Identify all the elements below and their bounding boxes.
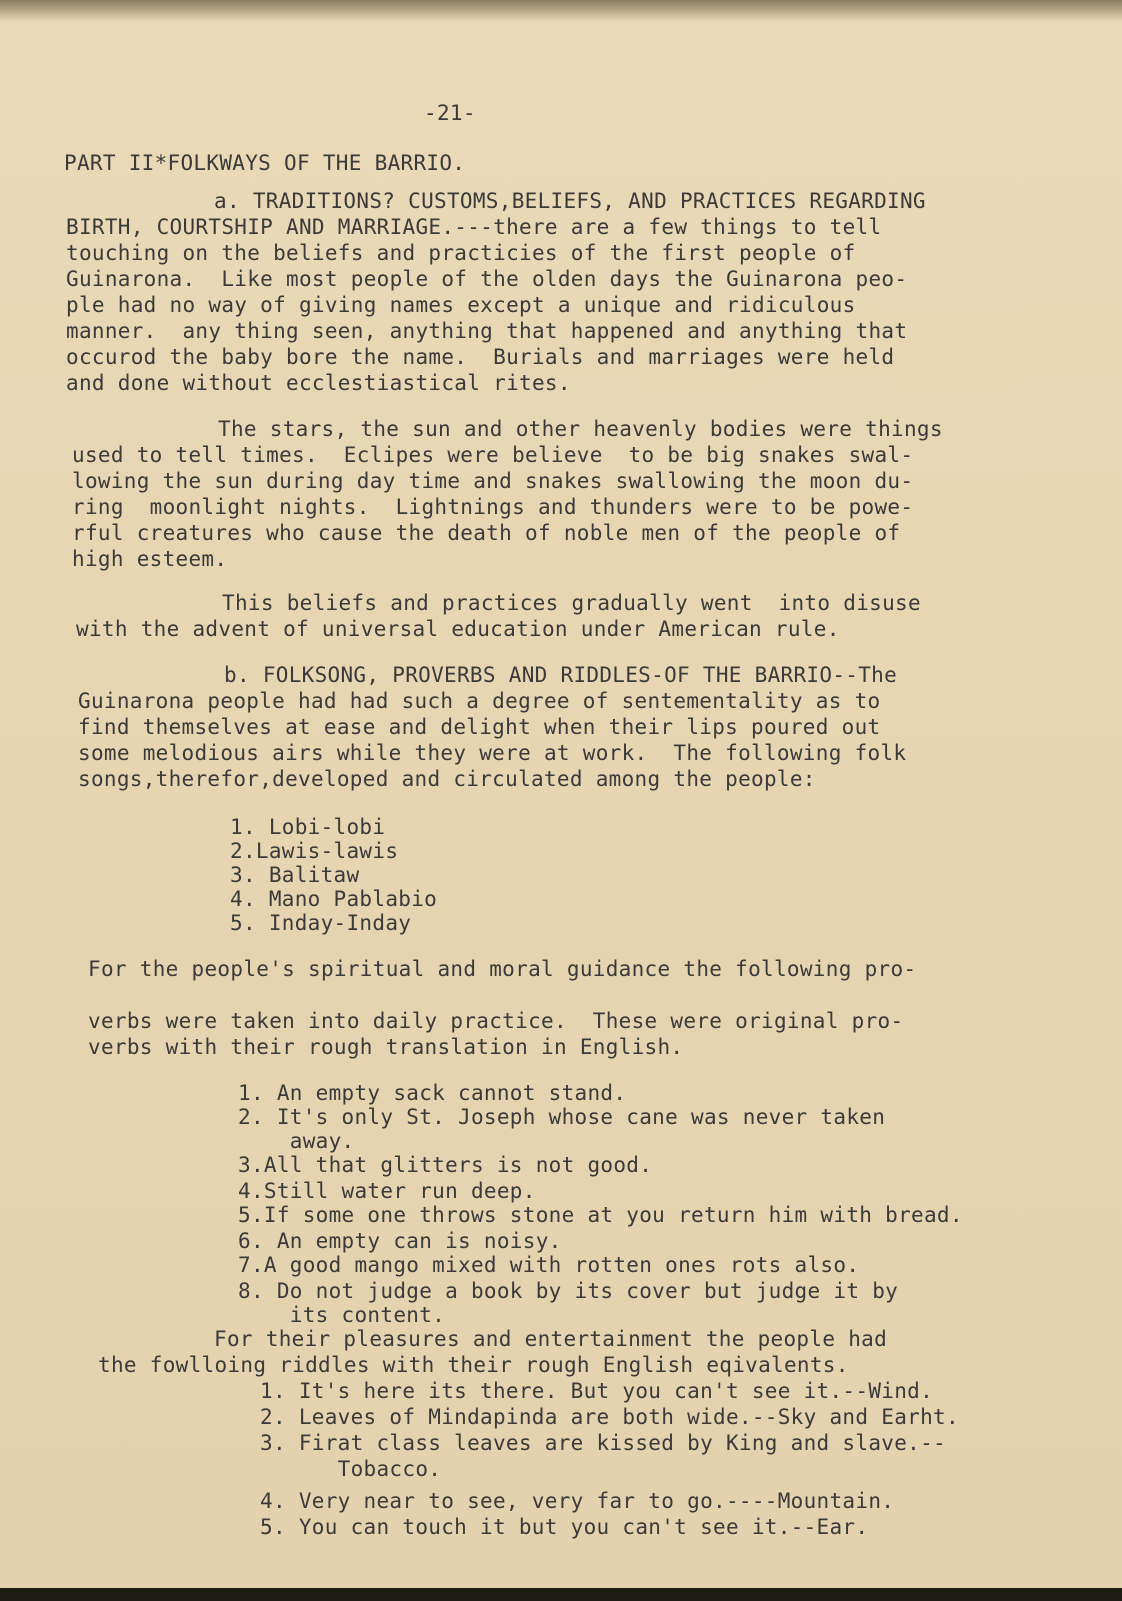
stars-paragraph-line: used to tell times. Eclipes were believe to be big snakes swal- <box>72 443 914 467</box>
section-b-line: find themselves at ease and delight when their lips poured out <box>78 715 881 739</box>
section-a-line: a. TRADITIONS? CUSTOMS,BELIEFS, AND PRACTICES REGARDING <box>214 189 926 213</box>
proverb-item: 4.Still water run deep. <box>238 1179 536 1203</box>
proverb-item: 7.A good mango mixed with rotten ones rots also. <box>238 1253 860 1277</box>
folksong-item: 4. Mano Pablabio <box>230 887 438 911</box>
riddle-item: 2. Leaves of Mindapinda are both wide.--Sky and Earht. <box>260 1405 959 1429</box>
folksong-item: 5. Inday-Inday <box>230 911 412 935</box>
proverb-item: 1. An empty sack cannot stand. <box>238 1081 627 1105</box>
section-b-line: songs,therefor,developed and circulated among the people: <box>78 767 816 791</box>
proverb-item: away. <box>238 1129 355 1153</box>
folksong-item: 2.Lawis-lawis <box>230 839 399 863</box>
section-a-line: ple had no way of giving names except a unique and ridiculous <box>66 293 856 317</box>
section-b-line: Guinarona people had had such a degree of sentementality as to <box>78 689 881 713</box>
section-a-line: manner. any thing seen, anything that happened and anything that <box>66 319 908 343</box>
folksong-item: 3. Balitaw <box>230 863 360 887</box>
riddles-intro-line: For their pleasures and entertainment the people had <box>214 1327 888 1351</box>
riddle-item: 1. It's here its there. But you can't see it.--Wind. <box>260 1379 934 1403</box>
section-a-line: touching on the beliefs and practicies of the first people of <box>66 241 856 265</box>
page-bottom-edge <box>0 1588 1122 1601</box>
disuse-paragraph-line: This beliefs and practices gradually went into disuse <box>222 591 921 615</box>
stars-paragraph-line: ring moonlight nights. Lightnings and thunders were to be powe- <box>72 495 914 519</box>
riddle-item: Tobacco. <box>260 1457 442 1481</box>
proverb-item: 6. An empty can is noisy. <box>238 1229 562 1253</box>
section-a-line: Guinarona. Like most people of the olden days the Guinarona peo- <box>66 267 908 291</box>
section-a-line: BIRTH, COURTSHIP AND MARRIAGE.---there are a few things to tell <box>66 215 882 239</box>
proverb-item: 3.All that glitters is not good. <box>238 1153 653 1177</box>
proverb-item: its content. <box>238 1303 446 1327</box>
proverbs-intro-line: verbs were taken into daily practice. These were original pro- <box>88 1009 904 1033</box>
riddles-intro-line: the fowlloing riddles with their rough English eqivalents. <box>98 1353 849 1377</box>
folksong-item: 1. Lobi-lobi <box>230 815 386 839</box>
page-top-shadow <box>0 0 1122 22</box>
riddle-item: 4. Very near to see, very far to go.----Mountain. <box>260 1489 895 1513</box>
section-a-line: occurod the baby bore the name. Burials and marriages were held <box>66 345 895 369</box>
stars-paragraph-line: The stars, the sun and other heavenly bodies were things <box>218 417 943 441</box>
proverbs-intro-line: verbs with their rough translation in English. <box>88 1035 684 1059</box>
proverb-item: 8. Do not judge a book by its cover but judge it by <box>238 1279 899 1303</box>
stars-paragraph-line: high esteem. <box>72 547 228 571</box>
proverbs-intro-line: For the people's spiritual and moral guidance the following pro- <box>88 957 917 981</box>
proverb-item: 2. It's only St. Joseph whose cane was never taken <box>238 1105 886 1129</box>
riddle-item: 5. You can touch it but you can't see it.--Ear. <box>260 1515 869 1539</box>
section-a-line: and done without ecclestiastical rites. <box>66 371 571 395</box>
disuse-paragraph-line: with the advent of universal education under American rule. <box>76 617 840 641</box>
section-b-line: b. FOLKSONG, PROVERBS AND RIDDLES-OF THE BARRIO--The <box>224 663 898 687</box>
part-heading: PART II*FOLKWAYS OF THE BARRIO. <box>64 151 466 175</box>
stars-paragraph-line: lowing the sun during day time and snakes swallowing the moon du- <box>72 469 914 493</box>
section-b-line: some melodious airs while they were at work. The following folk <box>78 741 907 765</box>
stars-paragraph-line: rful creatures who cause the death of noble men of the people of <box>72 521 901 545</box>
riddle-item: 3. Firat class leaves are kissed by King and slave.-- <box>260 1431 946 1455</box>
page-number: -21- <box>424 101 476 125</box>
proverb-item: 5.If some one throws stone at you return him with bread. <box>238 1203 963 1227</box>
